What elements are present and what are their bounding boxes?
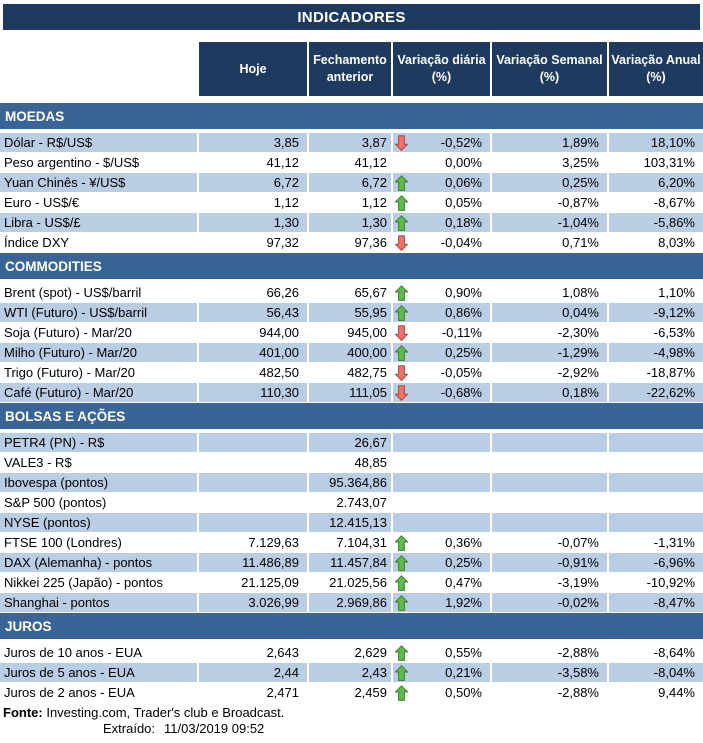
table-row (0, 553, 703, 572)
fechamento-anterior-value: 55,95 (309, 303, 391, 322)
table-row (0, 473, 703, 492)
table-row (0, 363, 703, 382)
hoje-value: 2,643 (266, 645, 299, 660)
table-row (0, 493, 703, 512)
variacao-diaria-cell (393, 573, 490, 592)
row-label: NYSE (pontos) (0, 513, 197, 532)
page-title: INDICADORES (297, 8, 406, 26)
column-header-variacao-anual: Variação Anual (%) (609, 42, 703, 96)
variacao-anual-value (609, 453, 703, 472)
column-header-variacao-diaria: Variação diária (%) (393, 42, 490, 96)
arrow-up-icon (395, 194, 409, 211)
variacao-semanal-value: -2,88% (557, 645, 599, 660)
variacao-diaria-value: 0,36% (445, 535, 482, 550)
variacao-diaria-cell (393, 343, 490, 362)
table-row (0, 383, 703, 402)
variacao-diaria-cell (393, 233, 490, 252)
variacao-semanal-value: -1,29% (492, 343, 607, 362)
variacao-anual-value: -8,67% (653, 195, 695, 210)
hoje-value: 944,00 (259, 325, 299, 340)
arrow-empty-slot (395, 434, 409, 451)
variacao-anual-value: 103,31% (643, 155, 695, 170)
fechamento-anterior-value: 41,12 (354, 155, 387, 170)
variacao-diaria-value: 0,47% (445, 575, 482, 590)
variacao-anual-value (609, 433, 703, 452)
variacao-anual-value: 6,20% (609, 173, 703, 192)
variacao-diaria-cell (393, 593, 490, 612)
variacao-semanal-value: 0,04% (492, 303, 607, 322)
fechamento-anterior-value: 12.415,13 (309, 513, 391, 532)
variacao-diaria-value: 0,25% (445, 345, 482, 360)
hoje-value: 2,471 (266, 685, 299, 700)
fechamento-anterior-value: 6,72 (309, 173, 391, 192)
extracted-line (0, 721, 703, 737)
fechamento-anterior-value: 3,87 (309, 133, 391, 152)
extracted-label: Extraído: (103, 721, 156, 736)
table-row (0, 213, 703, 232)
variacao-anual-value: -8,47% (609, 593, 703, 612)
variacao-diaria-cell (393, 533, 490, 552)
arrow-up-icon (395, 554, 409, 571)
row-label: Milho (Futuro) - Mar/20 (0, 343, 197, 362)
variacao-semanal-value (492, 513, 607, 532)
table-row (0, 153, 703, 172)
hoje-value: 1,30 (199, 213, 307, 232)
row-label: Shanghai - pontos (0, 593, 197, 612)
fechamento-anterior-value: 11.457,84 (309, 553, 391, 572)
arrow-up-icon (395, 594, 409, 611)
variacao-diaria-value: 0,55% (445, 645, 482, 660)
variacao-diaria-cell (393, 383, 490, 402)
row-label: VALE3 - R$ (4, 455, 72, 470)
variacao-semanal-value: 3,25% (562, 155, 599, 170)
fechamento-anterior-value: 111,05 (309, 383, 391, 402)
arrow-down-icon (395, 324, 409, 341)
arrow-up-icon (395, 284, 409, 301)
fechamento-anterior-value: 97,36 (354, 235, 387, 250)
fechamento-anterior-value: 65,67 (354, 285, 387, 300)
arrow-down-icon (395, 134, 409, 151)
hoje-value: 11.486,89 (199, 553, 307, 572)
variacao-diaria-cell (393, 323, 490, 342)
variacao-diaria-cell (393, 453, 490, 472)
variacao-diaria-value: -0,05% (440, 365, 482, 380)
arrow-down-icon (395, 364, 409, 381)
variacao-semanal-value: -1,04% (492, 213, 607, 232)
table-row (0, 303, 703, 322)
variacao-diaria-value: 0,86% (445, 305, 482, 320)
variacao-anual-value: -22,62% (609, 383, 703, 402)
variacao-diaria-value: 0,90% (445, 285, 482, 300)
arrow-empty-slot (395, 154, 409, 171)
variacao-diaria-value: -0,52% (440, 135, 482, 150)
variacao-diaria-value: -0,04% (440, 235, 482, 250)
variacao-diaria-cell (393, 213, 490, 232)
variacao-anual-value: -6,96% (609, 553, 703, 572)
variacao-diaria-cell (393, 663, 490, 682)
fechamento-anterior-value: 482,75 (347, 365, 387, 380)
fechamento-anterior-value: 2.969,86 (309, 593, 391, 612)
report-title-bar (3, 4, 700, 30)
row-label: Trigo (Futuro) - Mar/20 (4, 365, 135, 380)
arrow-up-icon (395, 344, 409, 361)
arrow-up-icon (395, 574, 409, 591)
column-header-fechamento-anterior: Fechamento anterior (309, 42, 391, 96)
variacao-anual-value: -4,98% (609, 343, 703, 362)
variacao-semanal-value: -3,19% (557, 575, 599, 590)
variacao-diaria-value: 0,06% (445, 175, 482, 190)
table-row (0, 593, 703, 612)
arrow-empty-slot (395, 514, 409, 531)
column-header-variacao-semanal: Variação Semanal (%) (492, 42, 607, 96)
hoje-value (199, 493, 307, 512)
row-label: Ibovespa (pontos) (0, 473, 197, 492)
source-line (0, 705, 703, 721)
row-label: S&P 500 (pontos) (4, 495, 107, 510)
fechamento-anterior-value: 95.364,86 (309, 473, 391, 492)
hoje-value: 401,00 (199, 343, 307, 362)
column-header-hoje: Hoje (199, 42, 307, 96)
row-label: Juros de 2 anos - EUA (4, 685, 135, 700)
column-header-row (199, 42, 703, 96)
table-row (0, 343, 703, 362)
arrow-up-icon (395, 664, 409, 681)
variacao-semanal-value: 0,71% (562, 235, 599, 250)
variacao-semanal-value: -0,02% (492, 593, 607, 612)
variacao-diaria-cell (393, 493, 490, 512)
variacao-diaria-value: 0,00% (445, 155, 482, 170)
arrow-up-icon (395, 174, 409, 191)
fechamento-anterior-value: 1,30 (309, 213, 391, 232)
variacao-diaria-cell (393, 643, 490, 662)
source-text: Investing.com, Trader's club e Broadcast. (42, 705, 285, 720)
table-row (0, 193, 703, 212)
variacao-diaria-cell (393, 153, 490, 172)
hoje-value: 110,30 (199, 383, 307, 402)
variacao-diaria-value: 0,05% (445, 195, 482, 210)
variacao-semanal-value: -2,92% (557, 365, 599, 380)
row-label: Peso argentino - $/US$ (4, 155, 140, 170)
row-label: DAX (Alemanha) - pontos (0, 553, 197, 572)
fechamento-anterior-value: 7.104,31 (336, 535, 387, 550)
arrow-up-icon (395, 304, 409, 321)
row-label: Euro - US$/€ (4, 195, 80, 210)
variacao-anual-value: -10,92% (646, 575, 695, 590)
hoje-value (199, 453, 307, 472)
variacao-anual-value: -6,53% (653, 325, 695, 340)
fechamento-anterior-value: 48,85 (354, 455, 387, 470)
variacao-semanal-value: -0,91% (492, 553, 607, 572)
variacao-anual-value (609, 513, 703, 532)
hoje-value: 3.026,99 (199, 593, 307, 612)
row-label: Yuan Chinês - ¥/US$ (0, 173, 197, 192)
fechamento-anterior-value: 400,00 (309, 343, 391, 362)
table-row (0, 133, 703, 152)
table-row (0, 283, 703, 302)
arrow-up-icon (395, 534, 409, 551)
section-header-juros: JUROS (0, 613, 703, 639)
row-label: Índice DXY (4, 235, 70, 250)
fechamento-anterior-value: 2.743,07 (336, 495, 387, 510)
hoje-value: 2,44 (199, 663, 307, 682)
table-row (0, 643, 703, 662)
variacao-anual-value: 9,44% (658, 685, 695, 700)
row-label: WTI (Futuro) - US$/barril (0, 303, 197, 322)
variacao-anual-value: 1,10% (658, 285, 695, 300)
arrow-down-icon (395, 234, 409, 251)
variacao-anual-value: 18,10% (609, 133, 703, 152)
variacao-anual-value: -9,12% (609, 303, 703, 322)
row-label: Soja (Futuro) - Mar/20 (4, 325, 132, 340)
table-row (0, 573, 703, 592)
row-label: Juros de 10 anos - EUA (4, 645, 143, 660)
variacao-semanal-value: 1,08% (562, 285, 599, 300)
fechamento-anterior-value: 26,67 (309, 433, 391, 452)
variacao-diaria-value: 0,21% (445, 665, 482, 680)
fechamento-anterior-value: 21.025,56 (329, 575, 387, 590)
arrow-empty-slot (395, 494, 409, 511)
variacao-anual-value: 8,03% (658, 235, 695, 250)
variacao-diaria-cell (393, 363, 490, 382)
variacao-diaria-value: 1,92% (445, 595, 482, 610)
section-header-bolsas-e-acoes: BOLSAS E AÇÕES (0, 403, 703, 429)
row-label: Brent (spot) - US$/barril (4, 285, 142, 300)
variacao-diaria-value: 0,50% (445, 685, 482, 700)
section-header-moedas: MOEDAS (0, 103, 703, 129)
section-header-commodities: COMMODITIES (0, 253, 703, 279)
row-label: Nikkei 225 (Japão) - pontos (4, 575, 163, 590)
variacao-semanal-value: -2,30% (557, 325, 599, 340)
arrow-up-icon (395, 684, 409, 701)
hoje-value (199, 473, 307, 492)
source-label: Fonte: (3, 705, 43, 720)
arrow-up-icon (395, 214, 409, 231)
variacao-semanal-value: -3,58% (492, 663, 607, 682)
table-row (0, 323, 703, 342)
hoje-value (199, 513, 307, 532)
variacao-diaria-cell (393, 473, 490, 492)
row-label: PETR4 (PN) - R$ (0, 433, 197, 452)
variacao-semanal-value: -0,87% (557, 195, 599, 210)
table-row (0, 173, 703, 192)
row-label: Dólar - R$/US$ (0, 133, 197, 152)
variacao-semanal-value (492, 473, 607, 492)
variacao-diaria-cell (393, 433, 490, 452)
arrow-empty-slot (395, 474, 409, 491)
variacao-semanal-value: -2,88% (557, 685, 599, 700)
fechamento-anterior-value: 1,12 (361, 195, 387, 210)
variacao-semanal-value (492, 433, 607, 452)
table-body (0, 103, 703, 702)
hoje-value: 482,50 (259, 365, 299, 380)
variacao-diaria-cell (393, 303, 490, 322)
row-label: Juros de 5 anos - EUA (0, 663, 197, 682)
variacao-diaria-cell (393, 513, 490, 532)
variacao-diaria-cell (393, 173, 490, 192)
table-row (0, 233, 703, 252)
variacao-diaria-cell (393, 193, 490, 212)
fechamento-anterior-value: 2,629 (354, 645, 387, 660)
variacao-anual-value (609, 493, 703, 512)
variacao-diaria-value: 0,18% (445, 215, 482, 230)
variacao-anual-value: -5,86% (609, 213, 703, 232)
table-row (0, 513, 703, 532)
hoje-value: 3,85 (199, 133, 307, 152)
variacao-diaria-value: -0,11% (441, 325, 482, 340)
hoje-value (199, 433, 307, 452)
variacao-semanal-value (492, 493, 607, 512)
arrow-down-icon (395, 384, 409, 401)
variacao-diaria-cell (393, 283, 490, 302)
row-label: FTSE 100 (Londres) (4, 535, 122, 550)
table-row (0, 683, 703, 702)
row-label: Libra - US$/£ (0, 213, 197, 232)
variacao-anual-value (609, 473, 703, 492)
variacao-semanal-value: 0,25% (492, 173, 607, 192)
variacao-anual-value: -1,31% (653, 535, 695, 550)
fechamento-anterior-value: 945,00 (347, 325, 387, 340)
table-row (0, 663, 703, 682)
hoje-value: 21.125,09 (241, 575, 299, 590)
hoje-value: 97,32 (266, 235, 299, 250)
fechamento-anterior-value: 2,459 (354, 685, 387, 700)
variacao-diaria-cell (393, 133, 490, 152)
variacao-diaria-cell (393, 553, 490, 572)
variacao-anual-value: -18,87% (646, 365, 695, 380)
extracted-timestamp: 11/03/2019 09:52 (164, 721, 265, 736)
arrow-empty-slot (395, 454, 409, 471)
variacao-anual-value: -8,64% (653, 645, 695, 660)
arrow-up-icon (395, 644, 409, 661)
variacao-anual-value: -8,04% (609, 663, 703, 682)
variacao-diaria-value: 0,25% (445, 555, 482, 570)
hoje-value: 1,12 (273, 195, 299, 210)
hoje-value: 56,43 (199, 303, 307, 322)
hoje-value: 41,12 (266, 155, 299, 170)
hoje-value: 7.129,63 (248, 535, 299, 550)
hoje-value: 6,72 (199, 173, 307, 192)
variacao-semanal-value: 1,89% (492, 133, 607, 152)
hoje-value: 66,26 (266, 285, 299, 300)
variacao-diaria-cell (393, 683, 490, 702)
table-row (0, 433, 703, 452)
variacao-semanal-value (492, 453, 607, 472)
report-footer (0, 705, 703, 737)
row-label: Café (Futuro) - Mar/20 (0, 383, 197, 402)
fechamento-anterior-value: 2,43 (309, 663, 391, 682)
table-row (0, 453, 703, 472)
variacao-semanal-value: 0,18% (492, 383, 607, 402)
variacao-diaria-value: -0,68% (440, 385, 482, 400)
table-row (0, 533, 703, 552)
variacao-semanal-value: -0,07% (557, 535, 599, 550)
